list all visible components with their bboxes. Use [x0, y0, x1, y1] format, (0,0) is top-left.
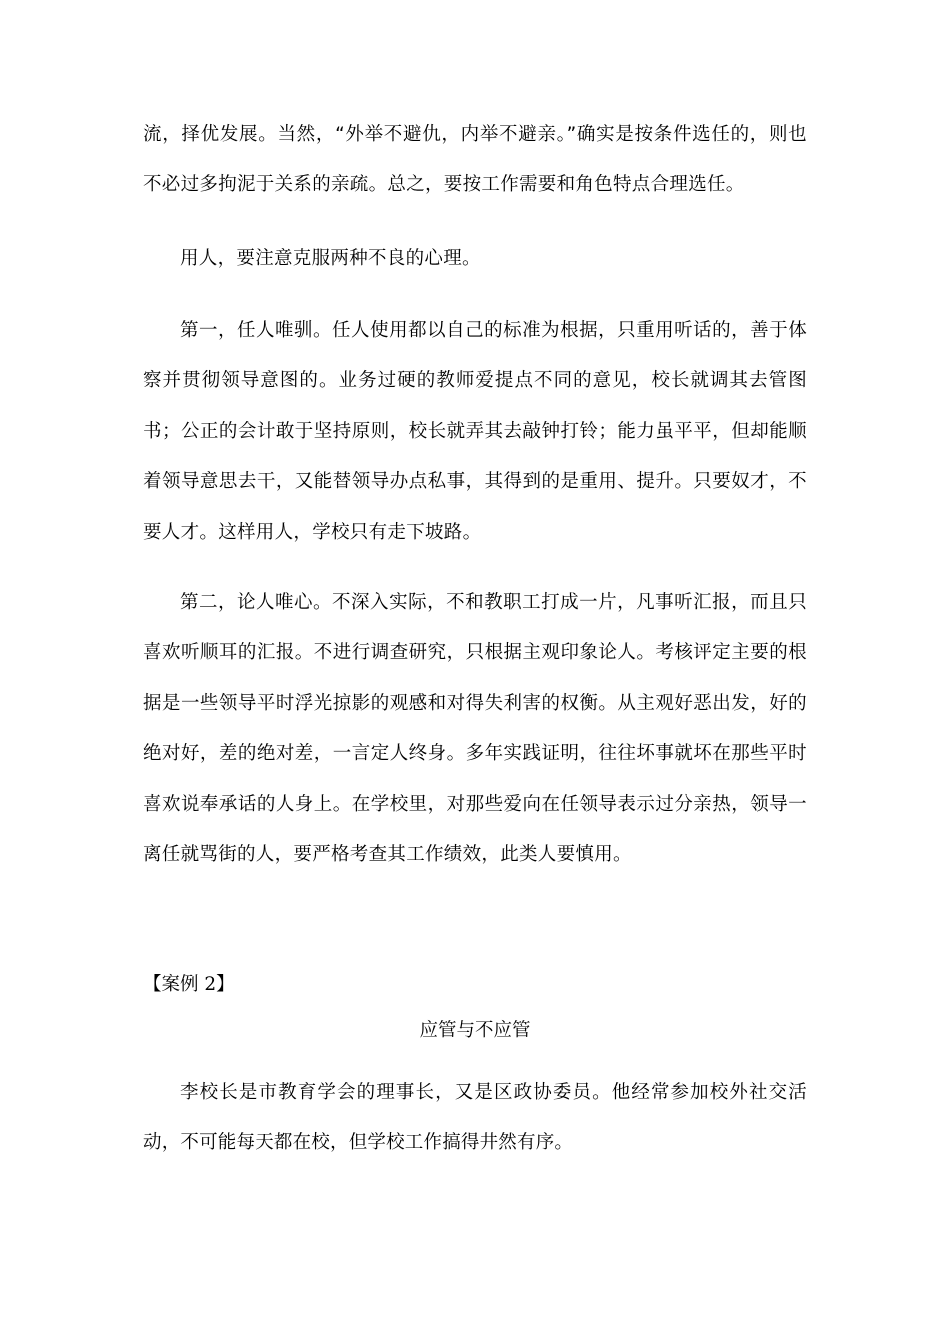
case-title: 应管与不应管: [419, 1020, 531, 1041]
paragraph-first-mindset: 第一，任人唯驯。任人使用都以自己的标准为根据，只重用听话的，善于体察并贯彻领导意图的。业务过硬的教师爱提点不同的意见，校长就调其去管图书；公正的会计敢于坚持原则，校长就弄其去敲钟打铃；能力虽平平，但却能顺着领导意思去干，又能替领导办点私事，其得到的是重用、提升。只要奴才，不要人才。这样用人，学校只有走下坡路。: [143, 320, 807, 543]
case-paragraph: 李校长是市教育学会的理事长，又是区政协委员。他经常参加校外社交活动，不可能每天都在校，但学校工作搞得井然有序。: [143, 1082, 807, 1154]
paragraph-second-mindset: 第二，论人唯心。不深入实际，不和教职工打成一片，凡事听汇报，而且只喜欢听顺耳的汇报。不进行调查研究，只根据主观印象论人。考核评定主要的根据是一些领导平时浮光掠影的观感和对得失利害的权衡。从主观好恶出发，好的绝对好，差的绝对差，一言定人终身。多年实践证明，往往坏事就坏在那些平时喜欢说奉承话的人身上。在学校里，对那些爱向在任领导表示过分亲热，领导一离任就骂街的人，要严格考查其工作绩效，此类人要慎用。: [143, 592, 807, 866]
case-label: 【案例 2】: [143, 974, 235, 995]
paragraph-selection-principle: 流，择优发展。当然，“外举不避仇，内举不避亲。”确实是按条件选任的，则也不必过多拘泥于关系的亲疏。总之，要按工作需要和角色特点合理选任。: [143, 124, 807, 196]
paragraph-two-bad-mindsets: 用人，要注意克服两种不良的心理。: [180, 248, 481, 269]
